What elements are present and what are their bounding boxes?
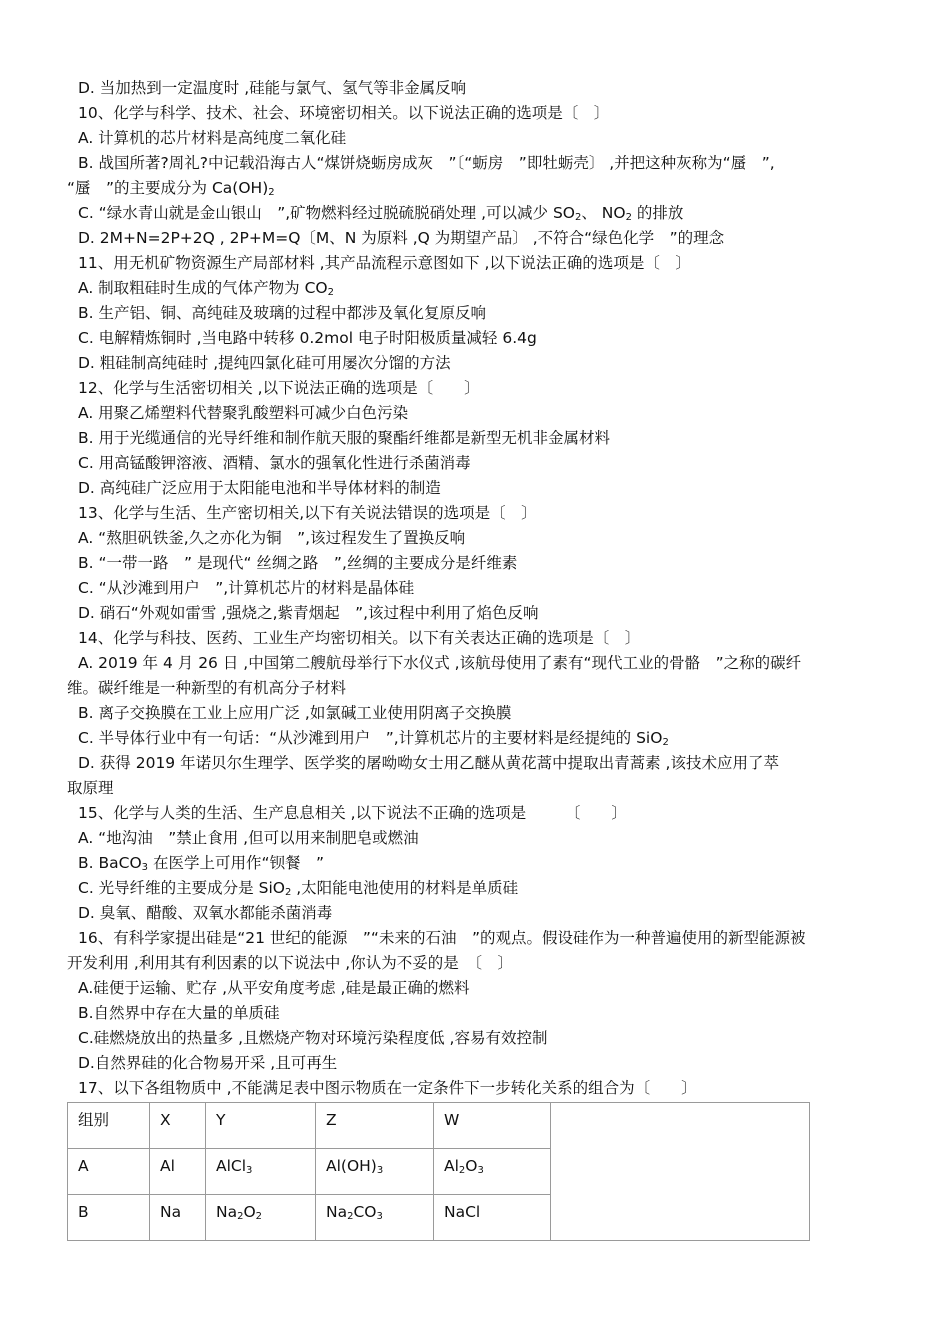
table-row xyxy=(68,1103,810,1149)
question-11: 11、用无机矿物资源生产局部材料 ,其产品流程示意图如下 ,以下说法正确的选项是〔 〕 xyxy=(78,254,691,272)
option-line: C.硅燃烧放出的热量多 ,且燃烧产物对环境污染程度低 ,容易有效控制 xyxy=(78,1029,548,1047)
text: C. 半导体行业中有一句话：“从沙滩到用户 ”,计算机芯片的主要材料是经提纯的 SiO xyxy=(78,729,663,747)
table-header-cell: 组别 xyxy=(68,1103,150,1149)
option-line xyxy=(67,851,885,876)
question-16: 16、有科学家提出硅是“21 世纪的能源 ”“未来的石油 ”的观点。假设硅作为一种普遍使用的新型能源被 xyxy=(78,929,806,947)
subscript: 2 xyxy=(575,212,582,223)
text: Na xyxy=(216,1203,238,1221)
text: C. “绿水青山就是金山银山 ”,矿物燃料经过脱硫脱硝处理 ,可以减少 SO xyxy=(78,204,575,222)
conversion-table xyxy=(67,1102,810,1241)
text: Al xyxy=(444,1157,459,1175)
option-line xyxy=(67,201,885,226)
text: Na xyxy=(326,1203,348,1221)
text: O xyxy=(243,1203,256,1221)
table-header-cell: Y xyxy=(206,1103,316,1149)
question-12: 12、化学与生活密切相关 ,以下说法正确的选项是〔 〕 xyxy=(78,379,480,397)
table-header-cell: X xyxy=(150,1103,206,1149)
option-line xyxy=(67,876,885,901)
option-line: B. “一带一路 ” 是现代“ 丝绸之路 ”,丝绸的主要成分是纤维素 xyxy=(78,554,518,572)
text: 在医学上可用作“钡餐 ” xyxy=(148,854,325,872)
subscript: 2 xyxy=(255,1211,263,1222)
option-line-cont: 取原理 xyxy=(67,779,114,797)
option-line: A. 2019 年 4 月 26 日 ,中国第二艘航母举行下水仪式 ,该航母使用了素有“现代工业的骨骼 ”之称的碳纤 xyxy=(78,654,802,672)
subscript: 2 xyxy=(284,887,292,898)
table-cell xyxy=(316,1149,434,1195)
question-14: 14、化学与科技、医药、工业生产均密切相关。以下有关表达正确的选项是〔 〕 xyxy=(78,629,641,647)
question-16-cont: 开发利用 ,利用其有利因素的以下说法中 ,你认为不妥的是 〔 〕 xyxy=(67,954,513,972)
subscript: 2 xyxy=(347,1211,354,1222)
text: 、 NO xyxy=(581,204,626,222)
text-line: D. 当加热到一定温度时 ,硅能与氯气、氢气等非金属反响 xyxy=(78,79,467,97)
table-cell: B xyxy=(68,1195,150,1241)
subscript: 2 xyxy=(268,187,275,198)
text: C. 光导纤维的主要成分是 SiO xyxy=(78,879,285,897)
subscript: 3 xyxy=(376,1211,383,1222)
table-diagram-cell xyxy=(551,1103,810,1241)
option-line xyxy=(67,276,885,301)
subscript: 3 xyxy=(477,1165,484,1176)
subscript: 2 xyxy=(662,737,669,748)
text: “蜃 ”的主要成分为 Ca(OH) xyxy=(67,179,269,197)
option-line: D. 臭氧、醋酸、双氧水都能杀菌消毒 xyxy=(78,904,333,922)
table-cell xyxy=(434,1149,551,1195)
subscript: 2 xyxy=(625,212,632,223)
subscript: 2 xyxy=(327,287,335,298)
option-line: D. 粗硅制高纯硅时 ,提纯四氯化硅可用屡次分馏的方法 xyxy=(78,354,451,372)
text: B. BaCO xyxy=(78,854,142,872)
option-line: D.自然界硅的化合物易开采 ,且可再生 xyxy=(78,1054,338,1072)
table-cell: A xyxy=(68,1149,150,1195)
table-header-cell: W xyxy=(434,1103,551,1149)
option-line: C. 用高锰酸钾溶液、酒精、氯水的强氧化性进行杀菌消毒 xyxy=(78,454,471,472)
option-line: C. “从沙滩到用户 ”,计算机芯片的材料是晶体硅 xyxy=(78,579,415,597)
question-17: 17、以下各组物质中 ,不能满足表中图示物质在一定条件下一步转化关系的组合为〔 〕 xyxy=(78,1079,697,1097)
option-line: A. 计算机的芯片材料是高纯度二氧化硅 xyxy=(78,129,347,147)
option-line: D. 高纯硅广泛应用于太阳能电池和半导体材料的制造 xyxy=(78,479,441,497)
subscript: 2 xyxy=(458,1165,466,1176)
text: 的排放 xyxy=(631,204,684,222)
text: Al(OH) xyxy=(326,1157,377,1175)
option-line: B. 离子交换膜在工业上应用广泛 ,如氯碱工业使用阴离子交换膜 xyxy=(78,704,512,722)
text: AlCl xyxy=(216,1157,247,1175)
subscript: 3 xyxy=(246,1165,253,1176)
option-line: B. 生产铝、铜、高纯硅及玻璃的过程中都涉及氧化复原反响 xyxy=(78,304,486,322)
table-cell: Al xyxy=(150,1149,206,1195)
text: A. 制取粗硅时生成的气体产物为 CO xyxy=(78,279,328,297)
option-line: A.硅便于运输、贮存 ,从平安角度考虑 ,硅是最正确的燃料 xyxy=(78,979,470,997)
table-cell xyxy=(206,1149,316,1195)
option-line: A. “地沟油 ”禁止食用 ,但可以用来制肥皂或燃油 xyxy=(78,829,419,847)
option-line: B. 战国所著?周礼?中记载沿海古人“煤饼烧蛎房成灰 ”〔“蛎房 ”即牡蛎壳〕 ,并把这种灰称为“蜃 ”, xyxy=(78,154,775,172)
option-line: D. 硝石“外观如雷雪 ,强烧之,紫青烟起 ”,该过程中利用了焰色反响 xyxy=(78,604,539,622)
text: CO xyxy=(353,1203,377,1221)
option-line: B. 用于光缆通信的光导纤维和制作航天服的聚酯纤维都是新型无机非金属材料 xyxy=(78,429,610,447)
document-page xyxy=(67,76,885,1241)
option-line xyxy=(67,726,885,751)
table-cell: Na xyxy=(150,1195,206,1241)
option-line: A. “熬胆矾铁釜,久之亦化为铜 ”,该过程发生了置换反响 xyxy=(78,529,466,547)
option-line-cont: 维。碳纤维是一种新型的有机高分子材料 xyxy=(67,679,347,697)
subscript: 3 xyxy=(376,1165,384,1176)
table-cell xyxy=(206,1195,316,1241)
text: O xyxy=(465,1157,478,1175)
subscript: 2 xyxy=(237,1211,244,1222)
option-line: A. 用聚乙烯塑料代替聚乳酸塑料可减少白色污染 xyxy=(78,404,409,422)
subscript: 3 xyxy=(141,862,149,873)
option-line: B.自然界中存在大量的单质硅 xyxy=(78,1004,280,1022)
question-15: 15、化学与人类的生活、生产息息相关 ,以下说法不正确的选项是 〔 〕 xyxy=(78,804,627,822)
option-line: D. 获得 2019 年诺贝尔生理学、医学奖的屠呦呦女士用乙醚从黄花蒿中提取出青蒿素 ,该技术应用了萃 xyxy=(78,754,779,772)
question-10: 10、化学与科学、技术、社会、环境密切相关。以下说法正确的选项是〔 〕 xyxy=(78,104,610,122)
option-line: C. 电解精炼铜时 ,当电路中转移 0.2mol 电子时阳极质量减轻 6.4g xyxy=(78,329,537,347)
table-header-cell: Z xyxy=(316,1103,434,1149)
text: ,太阳能电池使用的材料是单质硅 xyxy=(291,879,519,897)
table-cell xyxy=(316,1195,434,1241)
table-cell: NaCl xyxy=(434,1195,551,1241)
option-line: D. 2M+N=2P+2Q , 2P+M=Q〔M、N 为原料 ,Q 为期望产品〕 ,不符合“绿色化学 ”的理念 xyxy=(78,229,725,247)
question-13: 13、化学与生活、生产密切相关,以下有关说法错误的选项是〔 〕 xyxy=(78,504,537,522)
option-line-cont xyxy=(67,176,885,201)
